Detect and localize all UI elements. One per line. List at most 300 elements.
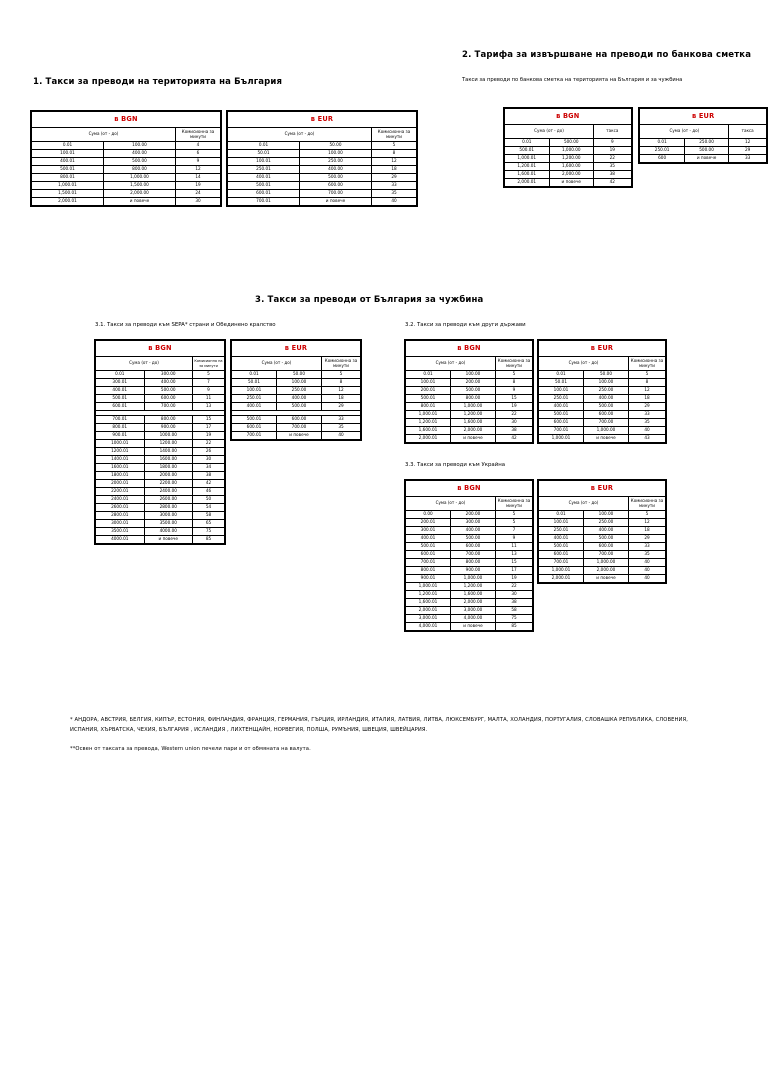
cell-amount-to: 2400.00 xyxy=(144,487,193,495)
cell-fee: 30 xyxy=(496,591,533,599)
cell-amount-to: 700.00 xyxy=(584,419,629,427)
sub32-bgn-box xyxy=(404,339,534,444)
table-row xyxy=(505,155,632,163)
cell-amount-from: 3500.01 xyxy=(96,527,145,535)
table-row xyxy=(406,615,533,623)
cell-fee: 5 xyxy=(496,511,533,519)
cell-fee: 33 xyxy=(729,155,767,163)
cell-amount-to: и повече xyxy=(300,198,372,206)
cell-amount-to: 1,200.00 xyxy=(549,155,594,163)
cell-amount-from: 1200.01 xyxy=(96,447,145,455)
cell-fee: 42 xyxy=(496,435,533,443)
section2-tables xyxy=(503,107,768,188)
cell-fee: 22 xyxy=(193,439,225,447)
cell-amount-from: 600.01 xyxy=(96,403,145,411)
table-row xyxy=(32,150,221,158)
table-row xyxy=(640,147,767,155)
section1-tables xyxy=(30,110,418,207)
cell-fee: 19 xyxy=(496,575,533,583)
cell-amount-from: 1,000.01 xyxy=(539,435,584,443)
cell-amount-to: 700.00 xyxy=(451,551,496,559)
cell-amount-to: 250.00 xyxy=(584,519,629,527)
cell-amount-from: 500.01 xyxy=(232,415,277,423)
cell-amount-to: и повече xyxy=(104,198,176,206)
cell-amount-from: 900.01 xyxy=(96,431,145,439)
section1-heading xyxy=(33,77,282,87)
cell-amount-to: 500.00 xyxy=(451,535,496,543)
cell-fee: 18 xyxy=(322,395,361,403)
column-header-row xyxy=(539,357,666,371)
sub32-bgn-body xyxy=(406,341,533,443)
cell-amount-from: 2,000.01 xyxy=(505,179,550,187)
cell-amount-from: 1,200.01 xyxy=(505,163,550,171)
table-row xyxy=(96,511,225,519)
section2-bgn-table xyxy=(504,108,632,187)
table-row xyxy=(406,387,533,395)
section2-eur-table xyxy=(639,108,767,163)
cell-fee: 29 xyxy=(372,174,417,182)
cell-fee: 85 xyxy=(496,623,533,631)
cell-amount-to: 1800.00 xyxy=(144,463,193,471)
cell-amount-to: 500.00 xyxy=(584,403,629,411)
sub31-eur-table xyxy=(231,340,361,440)
cell-fee: 33 xyxy=(372,182,417,190)
cell-amount-from: 0.01 xyxy=(505,139,550,147)
sub33-bgn-box xyxy=(404,479,534,632)
cell-amount-from: 1000.01 xyxy=(96,439,145,447)
cell-amount-from: 250.01 xyxy=(232,395,277,403)
cell-amount-from: 2,000.01 xyxy=(406,435,451,443)
cell-amount-to: 700.00 xyxy=(584,551,629,559)
currency-header-row xyxy=(232,341,361,357)
cell-fee: 5 xyxy=(322,371,361,379)
section2-subheading xyxy=(462,77,682,83)
cell-amount-to: 1,200.00 xyxy=(451,411,496,419)
cell-amount-to: 2,000.00 xyxy=(451,427,496,435)
cell-fee: 33 xyxy=(629,543,666,551)
section3-heading xyxy=(255,295,483,305)
cell-fee: 24 xyxy=(176,190,221,198)
table-row xyxy=(406,575,533,583)
sub32-bgn-table xyxy=(405,340,533,443)
subsection33-tables xyxy=(404,479,667,632)
cell-fee: 58 xyxy=(193,511,225,519)
table-row xyxy=(96,387,225,395)
cell-fee: 6 xyxy=(176,150,221,158)
table-row xyxy=(539,527,666,535)
cell-amount-from: 100.01 xyxy=(32,150,104,158)
currency-header-row xyxy=(32,112,221,128)
subsection31-tables xyxy=(94,339,362,545)
table-row xyxy=(406,371,533,379)
sub31-eur-box xyxy=(230,339,362,441)
cell-fee: 38 xyxy=(594,171,632,179)
cell-amount-from: 600.01 xyxy=(228,190,300,198)
table-row xyxy=(539,411,666,419)
cell-fee: 42 xyxy=(594,179,632,187)
section2-bgn-body xyxy=(505,109,632,187)
cell-amount-to: 3500.00 xyxy=(144,519,193,527)
table-row xyxy=(505,139,632,147)
table-row xyxy=(539,371,666,379)
cell-amount-from: 1,000.01 xyxy=(539,567,584,575)
cell-amount-from: 500.01 xyxy=(32,166,104,174)
cell-amount-to: 400.00 xyxy=(451,527,496,535)
currency-label-eur: в EUR xyxy=(232,341,361,357)
table-row xyxy=(96,503,225,511)
cell-fee: 35 xyxy=(629,551,666,559)
cell-amount-to: 200.00 xyxy=(451,511,496,519)
cell-amount-to: 500.00 xyxy=(584,535,629,543)
currency-header-row xyxy=(640,109,767,125)
cell-amount-to: 400.00 xyxy=(584,395,629,403)
cell-amount-to: 2600.00 xyxy=(144,495,193,503)
cell-amount-to: 900.00 xyxy=(451,567,496,575)
table-row xyxy=(406,591,533,599)
table-row xyxy=(406,403,533,411)
cell-amount-to: 1,000.00 xyxy=(584,427,629,435)
col-commission: Комисионна на за минути xyxy=(193,357,225,371)
table-row xyxy=(232,403,361,411)
cell-amount-to: 50.00 xyxy=(277,371,322,379)
cell-amount-from: 2400.01 xyxy=(96,495,145,503)
table-row xyxy=(228,182,417,190)
cell-fee: 12 xyxy=(629,387,666,395)
sub32-eur-body xyxy=(539,341,666,443)
cell-amount-from: 100.01 xyxy=(232,387,277,395)
cell-amount-to: 1,600.00 xyxy=(549,163,594,171)
table-row xyxy=(539,511,666,519)
table-row xyxy=(406,543,533,551)
table-row xyxy=(539,535,666,543)
column-header-row xyxy=(96,357,225,371)
cell-amount-to: 800.00 xyxy=(144,415,193,423)
cell-fee: 38 xyxy=(496,427,533,435)
cell-amount-from: 2,000.01 xyxy=(539,575,584,583)
table-row xyxy=(406,567,533,575)
col-commission: Комисионна за минути xyxy=(496,357,533,371)
section2-subtitle: Такси за преводи по банкова сметка на територията на България и за чужбина xyxy=(462,77,683,83)
cell-amount-to: 500.00 xyxy=(277,403,322,411)
cell-amount-from: 1,200.01 xyxy=(406,591,451,599)
cell-amount-from: 500.01 xyxy=(406,543,451,551)
table-row xyxy=(232,415,361,423)
cell-amount-from: 600.01 xyxy=(232,423,277,431)
table-row xyxy=(96,527,225,535)
cell-amount-to: и повече xyxy=(684,155,728,163)
cell-fee: 38 xyxy=(193,471,225,479)
cell-amount-to: 1400.00 xyxy=(144,447,193,455)
cell-amount-from: 700.01 xyxy=(232,431,277,439)
cell-fee: 58 xyxy=(496,607,533,615)
cell-amount-to: 400.00 xyxy=(104,150,176,158)
sub33-bgn-body xyxy=(406,481,533,631)
cell-amount-from: 0.01 xyxy=(32,142,104,150)
cell-amount-to: 100.00 xyxy=(104,142,176,150)
cell-amount-from: 1,000.01 xyxy=(406,583,451,591)
cell-amount-to: 900.00 xyxy=(144,423,193,431)
cell-fee: 75 xyxy=(496,615,533,623)
table-row xyxy=(32,166,221,174)
currency-header-row xyxy=(505,109,632,125)
cell-amount-from: 500.01 xyxy=(539,543,584,551)
table-row xyxy=(640,155,767,163)
table-row xyxy=(539,379,666,387)
cell-fee: 33 xyxy=(322,415,361,423)
cell-amount-to: 400.00 xyxy=(144,379,193,387)
table-row xyxy=(96,423,225,431)
cell-amount-from: 700.01 xyxy=(539,427,584,435)
cell-amount-to: и повече xyxy=(584,575,629,583)
table-row xyxy=(96,519,225,527)
cell-fee: 4 xyxy=(176,142,221,150)
cell-amount-from: 400.01 xyxy=(96,387,145,395)
sub31-bgn-box xyxy=(94,339,226,545)
currency-header-row xyxy=(539,341,666,357)
cell-fee: 8 xyxy=(629,379,666,387)
cell-fee: 15 xyxy=(496,395,533,403)
cell-amount-from: 1,000.01 xyxy=(32,182,104,190)
currency-label-bgn: в BGN xyxy=(32,112,221,128)
table-row xyxy=(505,179,632,187)
cell-fee: 15 xyxy=(496,559,533,567)
table-row xyxy=(539,543,666,551)
cell-amount-from: 250.01 xyxy=(539,527,584,535)
cell-amount-from: 50.01 xyxy=(539,379,584,387)
subsection31-title: 3.1. Такси за преводи към SEPA* страни и Обединено кралство xyxy=(95,322,276,328)
cell-amount-to: 50.00 xyxy=(300,142,372,150)
table-row xyxy=(96,463,225,471)
cell-amount-from: 300.01 xyxy=(96,379,145,387)
cell-fee: 5 xyxy=(496,371,533,379)
cell-amount-from: 600.01 xyxy=(539,419,584,427)
cell-amount-to: 4000.00 xyxy=(144,527,193,535)
currency-label-eur: в EUR xyxy=(539,481,666,497)
cell-amount-to: 800.00 xyxy=(451,395,496,403)
cell-amount-from: 200.01 xyxy=(406,519,451,527)
section2-eur-body xyxy=(640,109,767,163)
cell-amount-to: 4,000.00 xyxy=(451,615,496,623)
cell-amount-from: 500.01 xyxy=(539,411,584,419)
cell-amount-from: 500.01 xyxy=(96,395,145,403)
cell-fee: 13 xyxy=(496,551,533,559)
cell-amount-from: 2200.01 xyxy=(96,487,145,495)
cell-amount-from: 100.01 xyxy=(539,387,584,395)
cell-amount-to: 1,000.00 xyxy=(104,174,176,182)
cell-amount-from: 600.01 xyxy=(406,551,451,559)
table-row xyxy=(96,439,225,447)
col-commission: Комисионна за минути xyxy=(629,357,666,371)
cell-amount-to: 1,000.00 xyxy=(549,147,594,155)
table-row xyxy=(96,495,225,503)
col-amount: Сума (от - до) xyxy=(539,497,629,511)
table-row xyxy=(406,623,533,631)
cell-fee: 19 xyxy=(496,403,533,411)
cell-amount-from: 400.01 xyxy=(539,403,584,411)
table-row xyxy=(32,198,221,206)
cell-fee: 22 xyxy=(496,583,533,591)
col-fee: такса xyxy=(729,125,767,139)
cell-fee: 12 xyxy=(176,166,221,174)
col-amount: Сума (от - до) xyxy=(228,128,372,142)
cell-amount-from: 1,600.01 xyxy=(505,171,550,179)
cell-amount-to: 1,600.00 xyxy=(451,419,496,427)
column-header-row xyxy=(228,128,417,142)
table-row xyxy=(96,395,225,403)
cell-amount-to: 700.00 xyxy=(300,190,372,198)
table-row xyxy=(96,379,225,387)
table-row xyxy=(406,559,533,567)
section2-heading xyxy=(462,50,751,60)
cell-fee: 43 xyxy=(629,435,666,443)
table-row xyxy=(96,431,225,439)
currency-label-bgn: в BGN xyxy=(505,109,632,125)
cell-amount-from: 300.01 xyxy=(406,527,451,535)
table-row xyxy=(406,411,533,419)
cell-amount-from: 400.01 xyxy=(539,535,584,543)
table-row xyxy=(228,190,417,198)
col-commission: Комисионна за минути xyxy=(629,497,666,511)
subsection33-heading xyxy=(405,462,505,468)
cell-fee: 40 xyxy=(629,559,666,567)
column-header-row xyxy=(232,357,361,371)
cell-fee: 65 xyxy=(193,519,225,527)
col-amount: Сума (от - до) xyxy=(406,357,496,371)
cell-fee: 9 xyxy=(176,158,221,166)
subsection33-title: 3.3. Такси за преводи към Украйна xyxy=(405,462,506,468)
col-amount: Сума (от - до) xyxy=(406,497,496,511)
cell-fee: 11 xyxy=(193,395,225,403)
cell-amount-from: 2600.01 xyxy=(96,503,145,511)
cell-fee: 13 xyxy=(193,403,225,411)
currency-header-row xyxy=(406,341,533,357)
table-row xyxy=(232,423,361,431)
cell-fee: 14 xyxy=(176,174,221,182)
cell-amount-to: 100.00 xyxy=(300,150,372,158)
table-row xyxy=(228,158,417,166)
cell-amount-to: 600.00 xyxy=(451,543,496,551)
cell-fee: 40 xyxy=(322,431,361,439)
cell-fee: 5 xyxy=(629,371,666,379)
cell-amount-from: 400.01 xyxy=(32,158,104,166)
cell-amount-to: 1000.00 xyxy=(144,431,193,439)
currency-header-row xyxy=(228,112,417,128)
table-row xyxy=(406,527,533,535)
table-row xyxy=(96,487,225,495)
cell-amount-to: 1600.00 xyxy=(144,455,193,463)
cell-fee: 8 xyxy=(496,379,533,387)
table-row xyxy=(32,174,221,182)
cell-amount-to: 400.00 xyxy=(277,395,322,403)
table-row xyxy=(32,158,221,166)
cell-amount-from: 100.01 xyxy=(406,379,451,387)
table-row xyxy=(96,455,225,463)
cell-fee: 85 xyxy=(193,535,225,543)
cell-fee: 54 xyxy=(193,503,225,511)
cell-fee: 18 xyxy=(372,166,417,174)
cell-fee: 19 xyxy=(176,182,221,190)
cell-fee: 40 xyxy=(629,575,666,583)
cell-fee: 5 xyxy=(372,142,417,150)
table-row xyxy=(228,142,417,150)
cell-amount-from: 800.01 xyxy=(406,567,451,575)
cell-amount-from: 800.01 xyxy=(406,403,451,411)
cell-amount-to: 600.00 xyxy=(277,415,322,423)
cell-amount-from: 1,600.01 xyxy=(406,427,451,435)
section2-eur-box xyxy=(638,107,768,164)
cell-amount-to: 3,000.00 xyxy=(451,607,496,615)
col-fee: такса xyxy=(594,125,632,139)
cell-amount-to: 100.00 xyxy=(584,511,629,519)
cell-fee: 11 xyxy=(496,543,533,551)
table-row xyxy=(32,142,221,150)
cell-amount-from: 1,000.01 xyxy=(406,411,451,419)
subsection31-heading xyxy=(95,322,276,328)
cell-amount-to: 300.00 xyxy=(451,519,496,527)
table-row xyxy=(406,583,533,591)
sub31-eur-body xyxy=(232,341,361,440)
cell-fee: 5 xyxy=(496,519,533,527)
currency-header-row xyxy=(539,481,666,497)
table-row xyxy=(228,150,417,158)
cell-fee: 40 xyxy=(372,198,417,206)
cell-amount-to: 100.00 xyxy=(584,379,629,387)
table-row xyxy=(406,599,533,607)
cell-amount-to: 500.00 xyxy=(549,139,594,147)
table-row xyxy=(232,371,361,379)
sub33-eur-table xyxy=(538,480,666,583)
table-row xyxy=(96,403,225,411)
currency-label-eur: в EUR xyxy=(539,341,666,357)
cell-fee: 40 xyxy=(629,427,666,435)
cell-fee: 42 xyxy=(193,479,225,487)
cell-amount-to: 250.00 xyxy=(684,139,728,147)
column-header-row xyxy=(32,128,221,142)
cell-fee: 22 xyxy=(496,411,533,419)
currency-header-row xyxy=(96,341,225,357)
cell-amount-to: 500.00 xyxy=(300,174,372,182)
cell-amount-from: 250.01 xyxy=(640,147,684,155)
cell-amount-from: 0.01 xyxy=(96,371,145,379)
cell-amount-from: 1600.01 xyxy=(96,463,145,471)
section1-eur-body xyxy=(228,112,417,206)
col-commission: Комисионна за минути xyxy=(372,128,417,142)
cell-amount-to: и повече xyxy=(144,535,193,543)
cell-amount-to: и повече xyxy=(584,435,629,443)
cell-amount-from: 400.01 xyxy=(232,403,277,411)
cell-amount-from: 0.01 xyxy=(406,371,451,379)
cell-amount-to: 50.00 xyxy=(584,371,629,379)
cell-fee: 9 xyxy=(496,387,533,395)
col-commission: Комисионна за минути xyxy=(176,128,221,142)
column-header-row xyxy=(539,497,666,511)
table-row xyxy=(406,551,533,559)
cell-fee: 30 xyxy=(193,455,225,463)
cell-amount-from: 1,500.01 xyxy=(32,190,104,198)
cell-amount-from: 250.01 xyxy=(228,166,300,174)
cell-fee: 26 xyxy=(193,447,225,455)
cell-amount-to: 100.00 xyxy=(451,371,496,379)
cell-amount-to: и повече xyxy=(451,623,496,631)
sub31-bgn-table xyxy=(95,340,225,544)
cell-fee: 38 xyxy=(496,599,533,607)
cell-fee: 18 xyxy=(629,527,666,535)
cell-amount-to: 250.00 xyxy=(277,387,322,395)
cell-fee: 8 xyxy=(322,379,361,387)
table-row xyxy=(406,419,533,427)
cell-amount-to: 100.00 xyxy=(277,379,322,387)
table-row xyxy=(96,371,225,379)
